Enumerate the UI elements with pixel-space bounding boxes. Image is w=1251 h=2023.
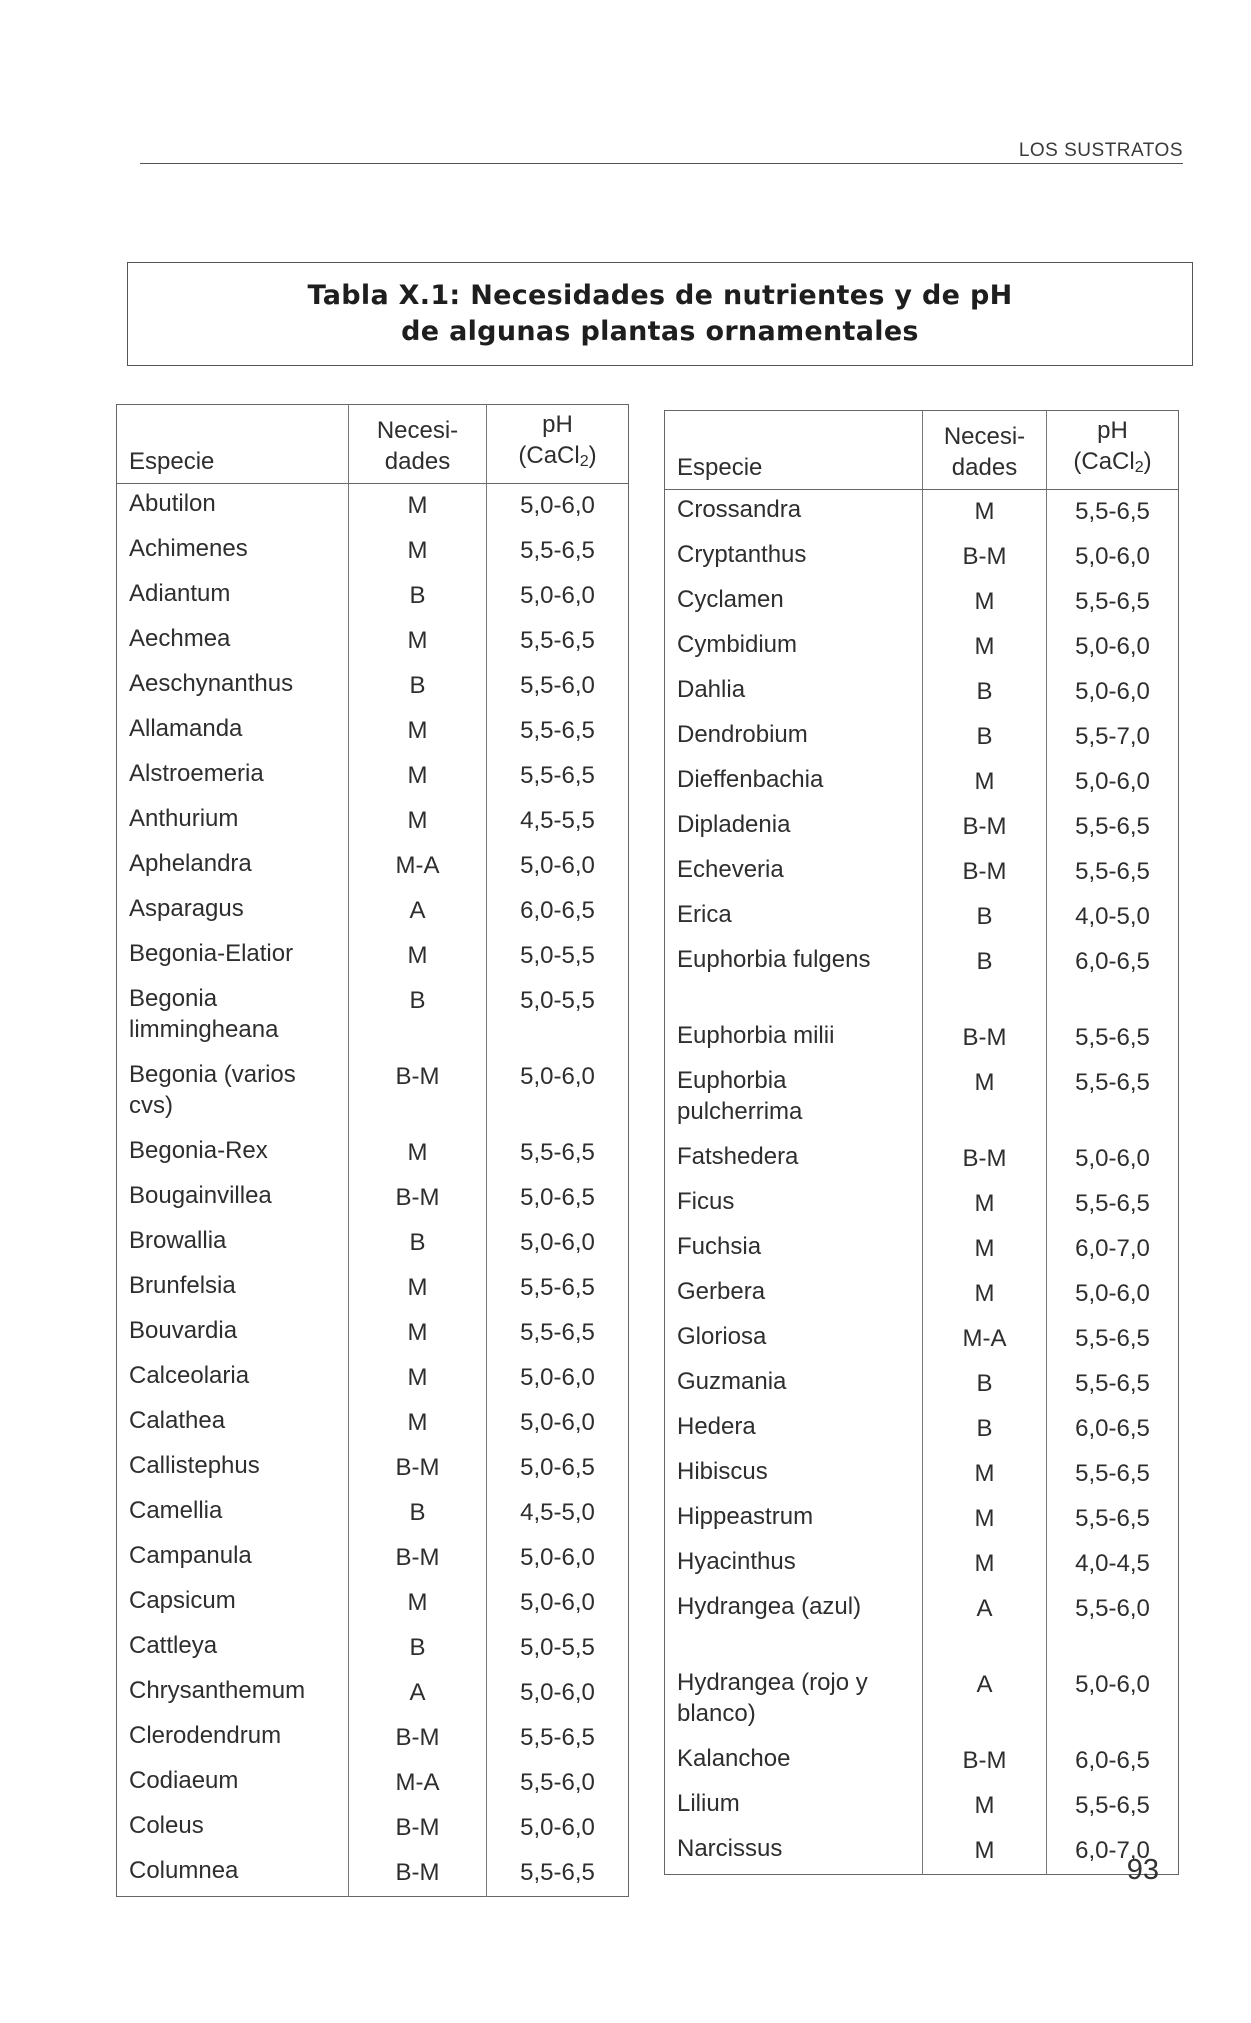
- needs-cell: B-M: [349, 1176, 487, 1221]
- needs-cell: B: [923, 1407, 1047, 1452]
- ph-cell: 5,0-6,0: [1075, 1145, 1150, 1172]
- needs-cell: B-M: [349, 1716, 487, 1761]
- species-cell: Campanula: [129, 1542, 252, 1569]
- table-row: [665, 1407, 1179, 1452]
- table-row: [117, 1851, 629, 1897]
- header-rule: [140, 163, 1183, 164]
- species-cell: Begonia-Elatior: [129, 940, 294, 967]
- species-cell: Capsicum: [129, 1587, 236, 1614]
- needs-cell: B: [349, 1491, 487, 1536]
- column-header-ph: [1047, 411, 1179, 490]
- table-row: [665, 940, 1179, 1016]
- species-cell: Gerbera: [677, 1278, 766, 1305]
- table-row: [665, 1137, 1179, 1182]
- table-row: [117, 1806, 629, 1851]
- table-row: [117, 1536, 629, 1581]
- ph-cell: 4,5-5,0: [520, 1499, 595, 1526]
- species-cell: Cattleya: [129, 1632, 218, 1659]
- species-cell: Hippeastrum: [677, 1503, 814, 1530]
- ph-cell: 5,5-6,0: [1075, 1595, 1150, 1622]
- table-row: [117, 1221, 629, 1266]
- ph-cell: 6,0-6,5: [1075, 1415, 1150, 1442]
- ph-cell: 6,0-7,0: [1075, 1837, 1150, 1864]
- species-cell: Dieffenbachia: [677, 766, 824, 793]
- species-cell: Codiaeum: [129, 1767, 239, 1794]
- table-row: [665, 535, 1179, 580]
- table-row: [117, 1581, 629, 1626]
- ph-cell: 5,5-6,5: [1075, 1792, 1150, 1819]
- species-cell: Hydrangea (azul): [677, 1593, 862, 1620]
- needs-cell: B-M: [349, 1806, 487, 1851]
- needs-cell: B: [923, 940, 1047, 1016]
- species-cell: Begonia (varios cvs): [129, 1061, 296, 1119]
- column-header-species: Especie: [665, 411, 923, 490]
- ph-cell: 6,0-6,5: [1075, 1747, 1150, 1774]
- needs-cell: M: [349, 1266, 487, 1311]
- ph-header-subscript: 2: [579, 453, 589, 470]
- left-table-body: [117, 484, 629, 1897]
- species-cell: Chrysanthemum: [129, 1677, 306, 1704]
- needs-cell: M: [923, 1829, 1047, 1875]
- species-cell: Bouvardia: [129, 1317, 238, 1344]
- needs-cell: M: [349, 1401, 487, 1446]
- species-cell: Gloriosa: [677, 1323, 767, 1350]
- species-cell: Echeveria: [677, 856, 784, 883]
- ph-cell: 5,0-6,0: [520, 1063, 595, 1090]
- needs-cell: B: [923, 895, 1047, 940]
- table-title-box: [127, 262, 1193, 366]
- table-row: [117, 889, 629, 934]
- species-cell: Anthurium: [129, 805, 239, 832]
- ph-cell: 5,5-6,5: [1075, 1370, 1150, 1397]
- species-cell: Guzmania: [677, 1368, 787, 1395]
- ph-cell: 5,5-6,5: [520, 762, 595, 789]
- table-row: [117, 1401, 629, 1446]
- ph-cell: 5,5-6,5: [520, 1139, 595, 1166]
- table-row: [117, 934, 629, 979]
- ph-cell: 5,0-6,0: [1075, 1280, 1150, 1307]
- needs-cell: M: [349, 754, 487, 799]
- needs-cell: M-A: [349, 1761, 487, 1806]
- species-cell: Dendrobium: [677, 721, 808, 748]
- species-cell: Begonia-Rex: [129, 1137, 268, 1164]
- table-row: [665, 1317, 1179, 1362]
- ph-cell: 4,0-4,5: [1075, 1550, 1150, 1577]
- needs-cell: M: [923, 1497, 1047, 1542]
- needs-cell: B-M: [923, 805, 1047, 850]
- ph-header-prefix: (CaCl: [1073, 448, 1135, 475]
- needs-cell: B-M: [923, 850, 1047, 895]
- ph-cell: 5,5-6,5: [520, 537, 595, 564]
- species-cell: Hibiscus: [677, 1458, 768, 1485]
- ph-cell: 5,0-6,0: [1075, 543, 1150, 570]
- species-cell: Aeschynanthus: [129, 670, 294, 697]
- needs-cell: M: [923, 625, 1047, 670]
- species-cell: Euphorbia pulcherrima: [677, 1067, 803, 1125]
- needs-cell: A: [349, 889, 487, 934]
- species-cell: Abutilon: [129, 490, 216, 517]
- ph-cell: 5,5-6,5: [1075, 498, 1150, 525]
- species-cell: Adiantum: [129, 580, 231, 607]
- needs-cell: M: [923, 1784, 1047, 1829]
- column-header-ph: [487, 405, 629, 484]
- needs-cell: M: [349, 799, 487, 844]
- ph-cell: 5,5-6,5: [520, 1274, 595, 1301]
- table-row: [665, 850, 1179, 895]
- page-number: 93: [1126, 1854, 1159, 1886]
- table-row: [665, 1829, 1179, 1875]
- table-row: [665, 1016, 1179, 1061]
- needs-cell: B: [349, 1221, 487, 1266]
- species-cell: Fatshedera: [677, 1143, 799, 1170]
- needs-cell: M: [923, 580, 1047, 625]
- needs-cell: M: [349, 934, 487, 979]
- ph-cell: 5,5-6,0: [520, 1769, 595, 1796]
- table-row: [117, 1311, 629, 1356]
- ph-cell: 5,5-6,5: [1075, 1190, 1150, 1217]
- ph-cell: 5,0-6,5: [520, 1184, 595, 1211]
- needs-cell: B: [349, 574, 487, 619]
- right-table-body: [665, 490, 1179, 1875]
- needs-cell: M: [923, 1542, 1047, 1587]
- species-cell: Narcissus: [677, 1835, 783, 1862]
- needs-cell: A: [923, 1587, 1047, 1663]
- needs-cell: M: [349, 1311, 487, 1356]
- species-cell: Camellia: [129, 1497, 223, 1524]
- species-cell: Columnea: [129, 1857, 239, 1884]
- ph-cell: 5,5-6,5: [1075, 1069, 1150, 1096]
- needs-cell: M: [923, 1452, 1047, 1497]
- table-title-line-2: de algunas plantas ornamentales: [401, 316, 919, 347]
- needs-cell: M: [349, 1131, 487, 1176]
- species-cell: Brunfelsia: [129, 1272, 236, 1299]
- needs-cell: B-M: [349, 1055, 487, 1131]
- left-nutrient-table: [116, 404, 629, 1897]
- table-row: [117, 664, 629, 709]
- needs-cell: M: [349, 484, 487, 530]
- species-cell: Cymbidium: [677, 631, 798, 658]
- table-row: [665, 760, 1179, 805]
- table-row: [665, 1497, 1179, 1542]
- species-cell: Dipladenia: [677, 811, 791, 838]
- table-row: [117, 979, 629, 1055]
- species-cell: Bougainvillea: [129, 1182, 272, 1209]
- species-cell: Clerodendrum: [129, 1722, 282, 1749]
- table-row: [665, 1542, 1179, 1587]
- ph-cell: 5,0-6,0: [520, 1814, 595, 1841]
- ph-cell: 5,5-6,5: [520, 1724, 595, 1751]
- table-row: [117, 754, 629, 799]
- table-row: [117, 484, 629, 530]
- needs-cell: B-M: [349, 1851, 487, 1897]
- species-cell: Cyclamen: [677, 586, 784, 613]
- species-cell: Begonia limmingheana: [129, 985, 279, 1043]
- ph-cell: 5,0-5,5: [520, 987, 595, 1014]
- table-row: [117, 799, 629, 844]
- ph-cell: 4,5-5,5: [520, 807, 595, 834]
- table-row: [665, 1362, 1179, 1407]
- table-row: [117, 1131, 629, 1176]
- needs-cell: M: [349, 709, 487, 754]
- ph-cell: 5,5-6,5: [1075, 1460, 1150, 1487]
- column-header-needs: [349, 405, 487, 484]
- species-cell: Calceolaria: [129, 1362, 250, 1389]
- ph-cell: 4,0-5,0: [1075, 903, 1150, 930]
- ph-cell: 5,0-6,0: [520, 1364, 595, 1391]
- ph-cell: 6,0-6,5: [520, 897, 595, 924]
- table-row: [117, 1356, 629, 1401]
- needs-cell: B: [349, 1626, 487, 1671]
- species-cell: Allamanda: [129, 715, 243, 742]
- species-cell: Ficus: [677, 1188, 735, 1215]
- ph-cell: 5,5-6,5: [1075, 858, 1150, 885]
- species-cell: Hedera: [677, 1413, 756, 1440]
- species-cell: Hydrangea (rojo y blanco): [677, 1669, 868, 1727]
- needs-cell: B: [923, 1362, 1047, 1407]
- needs-cell: M: [349, 1356, 487, 1401]
- table-row: [665, 895, 1179, 940]
- ph-cell: 6,0-6,5: [1075, 948, 1150, 975]
- table-row: [665, 1587, 1179, 1663]
- ph-cell: 5,5-7,0: [1075, 723, 1150, 750]
- species-cell: Kalanchoe: [677, 1745, 791, 1772]
- ph-cell: 5,5-6,5: [520, 1319, 595, 1346]
- table-title-line-1: Tabla X.1: Necesidades de nutrientes y de pH: [307, 280, 1013, 311]
- needs-cell: A: [923, 1663, 1047, 1739]
- ph-header-line-1: pH: [542, 411, 573, 438]
- running-header: LOS SUSTRATOS: [1018, 140, 1183, 161]
- species-cell: Alstroemeria: [129, 760, 264, 787]
- species-cell: Coleus: [129, 1812, 204, 1839]
- ph-cell: 5,0-6,0: [520, 492, 595, 519]
- species-cell: Achimenes: [129, 535, 248, 562]
- table-row: [117, 1626, 629, 1671]
- table-row: [665, 490, 1179, 536]
- needs-cell: B: [923, 670, 1047, 715]
- species-cell: Callistephus: [129, 1452, 260, 1479]
- needs-cell: B-M: [923, 1137, 1047, 1182]
- table-row: [117, 1671, 629, 1716]
- needs-cell: B-M: [923, 1016, 1047, 1061]
- ph-header-suffix: ): [588, 442, 597, 469]
- ph-header-subscript: 2: [1134, 459, 1144, 476]
- ph-cell: 5,0-6,0: [520, 1679, 595, 1706]
- needs-header-line-1: Necesi-: [376, 417, 459, 444]
- table-row: [665, 580, 1179, 625]
- table-row: [665, 625, 1179, 670]
- table-row: [117, 1055, 629, 1131]
- species-cell: Crossandra: [677, 496, 802, 523]
- ph-cell: 5,0-6,0: [520, 1589, 595, 1616]
- ph-cell: 5,0-6,0: [520, 1229, 595, 1256]
- ph-cell: 5,5-6,5: [1075, 588, 1150, 615]
- ph-cell: 5,5-6,5: [520, 1859, 595, 1886]
- needs-cell: A: [349, 1671, 487, 1716]
- table-row: [665, 805, 1179, 850]
- needs-header-line-1: Necesi-: [943, 423, 1026, 450]
- ph-cell: 5,0-6,0: [1075, 768, 1150, 795]
- needs-cell: B-M: [923, 1739, 1047, 1784]
- ph-cell: 5,0-5,5: [520, 942, 595, 969]
- species-cell: Lilium: [677, 1790, 740, 1817]
- table-row: [665, 1663, 1179, 1739]
- ph-cell: 5,0-6,0: [520, 1544, 595, 1571]
- table-row: [117, 1761, 629, 1806]
- needs-cell: M: [923, 1061, 1047, 1137]
- table-header-row: [117, 405, 629, 484]
- needs-cell: B-M: [349, 1446, 487, 1491]
- ph-cell: 5,5-6,5: [1075, 1505, 1150, 1532]
- ph-cell: 5,5-6,5: [520, 717, 595, 744]
- column-header-needs: [923, 411, 1047, 490]
- table-row: [665, 1227, 1179, 1272]
- species-cell: Fuchsia: [677, 1233, 762, 1260]
- table-row: [117, 1491, 629, 1536]
- table-header-row: [665, 411, 1179, 490]
- ph-header-line-1: pH: [1097, 417, 1128, 444]
- needs-cell: B-M: [923, 535, 1047, 580]
- needs-cell: B: [349, 664, 487, 709]
- ph-cell: 5,0-6,0: [1075, 678, 1150, 705]
- ph-cell: 5,0-6,5: [520, 1454, 595, 1481]
- column-header-species: Especie: [117, 405, 349, 484]
- right-nutrient-table: [664, 410, 1179, 1875]
- needs-cell: M-A: [349, 844, 487, 889]
- ph-cell: 5,5-6,5: [520, 627, 595, 654]
- needs-cell: B-M: [349, 1536, 487, 1581]
- table-row: [117, 1176, 629, 1221]
- ph-cell: 5,0-6,0: [1075, 633, 1150, 660]
- needs-header-line-2: dades: [951, 454, 1018, 481]
- species-cell: Euphorbia fulgens: [677, 946, 871, 973]
- ph-cell: 5,5-6,5: [1075, 813, 1150, 840]
- table-row: [665, 1272, 1179, 1317]
- ph-cell: 5,0-6,0: [520, 852, 595, 879]
- table-row: [117, 574, 629, 619]
- table-row: [665, 1182, 1179, 1227]
- needs-cell: M: [923, 1227, 1047, 1272]
- table-row: [117, 529, 629, 574]
- needs-cell: M: [923, 1182, 1047, 1227]
- species-cell: Asparagus: [129, 895, 244, 922]
- species-cell: Browallia: [129, 1227, 227, 1254]
- table-row: [665, 1739, 1179, 1784]
- species-cell: Erica: [677, 901, 732, 928]
- ph-cell: 5,0-6,0: [1075, 1671, 1150, 1698]
- species-cell: Aechmea: [129, 625, 231, 652]
- needs-cell: B: [349, 979, 487, 1055]
- needs-cell: M: [349, 529, 487, 574]
- ph-cell: 5,5-6,5: [1075, 1024, 1150, 1051]
- ph-cell: 5,5-6,0: [520, 672, 595, 699]
- ph-header-suffix: ): [1143, 448, 1152, 475]
- needs-cell: M-A: [923, 1317, 1047, 1362]
- table-row: [665, 670, 1179, 715]
- ph-cell: 5,0-6,0: [520, 1409, 595, 1436]
- table-row: [117, 619, 629, 664]
- table-row: [665, 1784, 1179, 1829]
- needs-cell: M: [923, 760, 1047, 805]
- table-row: [117, 1266, 629, 1311]
- needs-cell: M: [349, 1581, 487, 1626]
- ph-header-prefix: (CaCl: [518, 442, 580, 469]
- ph-cell: 5,5-6,5: [1075, 1325, 1150, 1352]
- species-cell: Dahlia: [677, 676, 746, 703]
- needs-cell: M: [349, 619, 487, 664]
- species-cell: Calathea: [129, 1407, 226, 1434]
- needs-cell: M: [923, 490, 1047, 536]
- table-row: [117, 844, 629, 889]
- table-row: [665, 1061, 1179, 1137]
- species-cell: Aphelandra: [129, 850, 252, 877]
- ph-cell: 5,0-5,5: [520, 1634, 595, 1661]
- ph-cell: 5,0-6,0: [520, 582, 595, 609]
- ph-cell: 6,0-7,0: [1075, 1235, 1150, 1262]
- species-cell: Euphorbia milii: [677, 1022, 835, 1049]
- needs-cell: B: [923, 715, 1047, 760]
- species-cell: Cryptanthus: [677, 541, 807, 568]
- needs-header-line-2: dades: [384, 448, 451, 475]
- table-row: [665, 1452, 1179, 1497]
- species-cell: Hyacinthus: [677, 1548, 796, 1575]
- table-row: [117, 1716, 629, 1761]
- table-row: [665, 715, 1179, 760]
- needs-cell: M: [923, 1272, 1047, 1317]
- table-row: [117, 1446, 629, 1491]
- table-row: [117, 709, 629, 754]
